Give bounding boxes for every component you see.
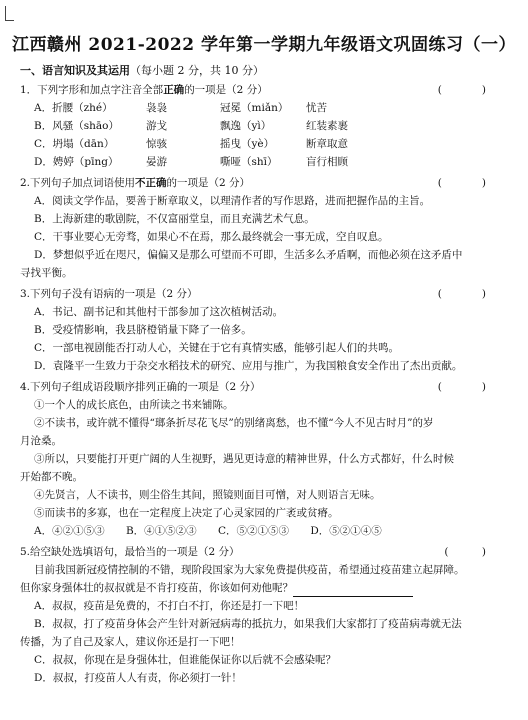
corner-mark: [5, 6, 14, 21]
option-row-c: C．坍塌（dān） 惊骇 摇曳（yè） 断章取意: [34, 138, 348, 150]
option-a: A．书记、副书记和其他村干部参加了这次植树活动。: [34, 306, 284, 318]
question-5: [20, 544, 514, 687]
option-row-b: B．风骚（shāo） 游戈 飘逸（yì） 红装素裹: [34, 120, 348, 132]
sentence-5: ⑤而读书的多寡，也在一定程度上决定了心灵家园的广袤或贫瘠。: [34, 507, 339, 519]
option-d: D．梦想似乎近在咫尺，偏偏又是那么可望而不可即，生活多么矛盾啊，而他必须在这矛盾中: [34, 249, 463, 261]
answer-paren: ( ): [444, 546, 486, 558]
option-a: A．叔叔，疫苗是免费的，不打白不打，你还是打一下吧！: [34, 600, 305, 612]
question-4-options: A．④②①⑤③ B．④①⑤②③ C．⑤②①⑤③ D．⑤②①④⑤: [34, 525, 382, 537]
option-c: C．一部电视剧能否打动人心，关键在于它有真情实感，能够引起人们的共鸣。: [34, 342, 400, 354]
question-1-stem: 1．下列字形和加点字注音全部正确的一项是（2 分）: [20, 84, 268, 96]
answer-blank[interactable]: [293, 584, 413, 597]
question-4-stem: 4.下列句子组成语段顺序排列正确的一项是（2 分）: [20, 381, 261, 393]
question-2: [20, 175, 514, 282]
sentence-4: ④先贤言，人不读书，则尘俗生其间，照镜则面目可憎，对人则语言无味。: [34, 489, 381, 501]
option-a: A．阅读文学作品，要善于断章取义，以理清作者的写作思路，进而把握作品的主旨。: [34, 195, 431, 207]
answer-paren: ( ): [437, 84, 486, 96]
question-3-stem: 3.下列句子没有语病的一项是（2 分）: [20, 288, 198, 300]
option-d: D．袁隆平一生致力于杂交水稻技术的研究、应用与推广，为我国粮食安全作出了杰出贡献。: [34, 360, 463, 372]
page-title: 江西赣州 2021-2022 学年第一学期九年级语文巩固练习（一）: [11, 35, 517, 55]
option-row-a: A．折腰（zhé） 袅袅 冠冕（miǎn） 忧苦: [34, 102, 327, 114]
answer-paren: ( ): [437, 288, 486, 300]
option-b: B．受疫情影响，我县脐橙销量下降了一倍多。: [34, 324, 252, 336]
answer-paren: ( ): [437, 177, 486, 189]
question-5-passage: 目前我国新冠疫情控制的不错，现阶段国家为大家免费提供疫苗，希望通过疫苗建立起屏障。: [34, 564, 465, 576]
sentence-2-continuation: 月沧桑。: [20, 435, 62, 447]
question-5-stem: 5.给空缺处选填语句，最恰当的一项是（2 分）: [20, 546, 240, 558]
question-5-passage-continuation: 但你家身强体壮的叔叔就是不肯打疫苗，你该如何劝他呢？: [20, 579, 514, 597]
sentence-3: ③所以，只要能打开更广阔的人生视野，遇见更诗意的精神世界，什么方式都好，什么时候: [34, 453, 454, 465]
option-b: B．上海新建的歌剧院，不仅富丽堂皇，而且充满艺术气息。: [34, 213, 315, 225]
section-heading: 一、语言知识及其运用（每小题 2 分，共 10 分）: [20, 64, 264, 77]
question-1: [20, 82, 514, 171]
option-d: D．叔叔，打疫苗人人有责，你必须打一针！: [34, 672, 242, 684]
sentence-2: ②不读书，或许就不懂得“瑯条折尽花飞尽”的别绪离愁，也不懂“今人不见古时月”的岁: [34, 417, 434, 429]
exam-content: [20, 62, 514, 687]
sentence-1: ①一个人的成长底色，由所读之书来铺陈。: [34, 399, 234, 411]
option-d-continuation: 寻找平衡。: [20, 267, 73, 279]
option-b-continuation: 传播，为了自己及家人，建议你还是打一下吧！: [20, 636, 241, 648]
question-4: [20, 379, 514, 540]
question-2-stem: 2.下列句子加点词语使用不正确的一项是（2 分）: [20, 177, 251, 189]
question-3: [20, 286, 514, 375]
sentence-3-continuation: 开始都不晚。: [20, 471, 83, 483]
option-b: B．叔叔，打了疫苗身体会产生针对新冠病毒的抵抗力，如果我们大家都打了疫苗病毒就无法: [34, 618, 462, 630]
option-c: C．叔叔，你现在是身强体壮，但谁能保证你以后就不会感染呢？: [34, 654, 337, 666]
answer-paren: ( ): [437, 381, 486, 393]
option-c: C．干事业要心无旁骛，如果心不在焉，那么最终就会一事无成，空自叹息。: [34, 231, 389, 243]
option-row-d: D．娉婷（pīng） 晏游 嘶哑（shī） 盲行相顾: [34, 156, 348, 168]
